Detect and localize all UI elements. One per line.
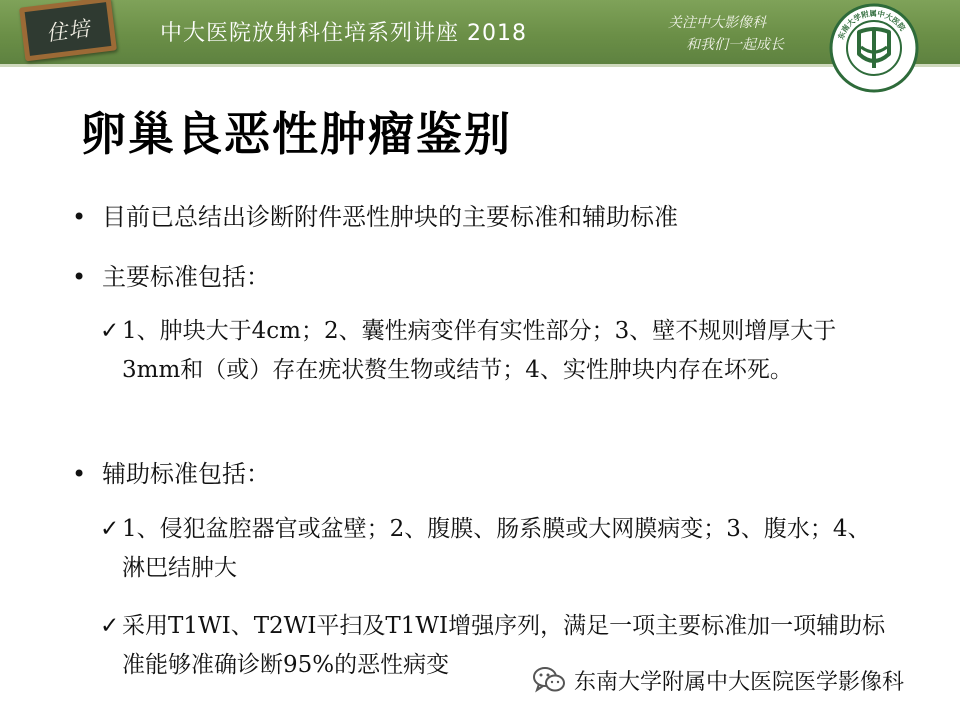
bullet-2 — [72, 257, 270, 292]
slogan — [668, 12, 818, 56]
subitem-3-text: 采用T1WI、T2WI平扫及T1WI增强序列，满足一项主要标准加一项辅助标准能够准确诊断95%的恶性病变 — [122, 613, 886, 678]
bullet-2-text: 主要标准包括： — [102, 263, 270, 291]
hospital-logo-icon — [828, 2, 920, 94]
bullet-dot: • — [72, 203, 87, 231]
slogan-line-2: 和我们一起成长 — [686, 37, 784, 53]
bullet-dot: • — [72, 263, 87, 291]
checkmark-icon: ✓ — [100, 613, 120, 639]
banner-title: 中大医院放射科住培系列讲座 2018 — [160, 21, 527, 46]
watermark — [526, 660, 912, 700]
slide-title: 卵巢良恶性肿瘤鉴别 — [80, 107, 512, 161]
logo-ring-text: 东南大学附属中大医院 — [836, 8, 908, 41]
subitem-2-text: 1、侵犯盆腔器官或盆壁；2、腹膜、肠系膜或大网膜病变；3、腹水；4、淋巴结肿大 — [122, 516, 871, 581]
slogan-line-1: 关注中大影像科 — [668, 15, 766, 31]
badge-text: 住培 — [44, 16, 92, 46]
subitem-1 — [100, 312, 890, 390]
subitem-2 — [100, 510, 890, 588]
watermark-text: 东南大学附属中大医院医学影像科 — [574, 669, 905, 695]
checkmark-icon: ✓ — [100, 516, 120, 542]
chalkboard-badge — [19, 0, 117, 61]
bullet-1 — [72, 197, 678, 232]
bullet-dot: • — [72, 460, 87, 488]
bullet-3-text: 辅助标准包括： — [102, 460, 270, 488]
bullet-3 — [72, 454, 270, 489]
checkmark-icon: ✓ — [100, 318, 120, 344]
subitem-1-text: 1、肿块大于4cm；2、囊性病变伴有实性部分；3、壁不规则增厚大于3mm和（或）存在疣状赘生物或结节；4、实性肿块内存在坏死。 — [122, 318, 837, 383]
header-banner — [0, 0, 960, 67]
bullet-1-text: 目前已总结出诊断附件恶性肿块的主要标准和辅助标准 — [102, 203, 678, 231]
wechat-icon — [532, 665, 566, 695]
